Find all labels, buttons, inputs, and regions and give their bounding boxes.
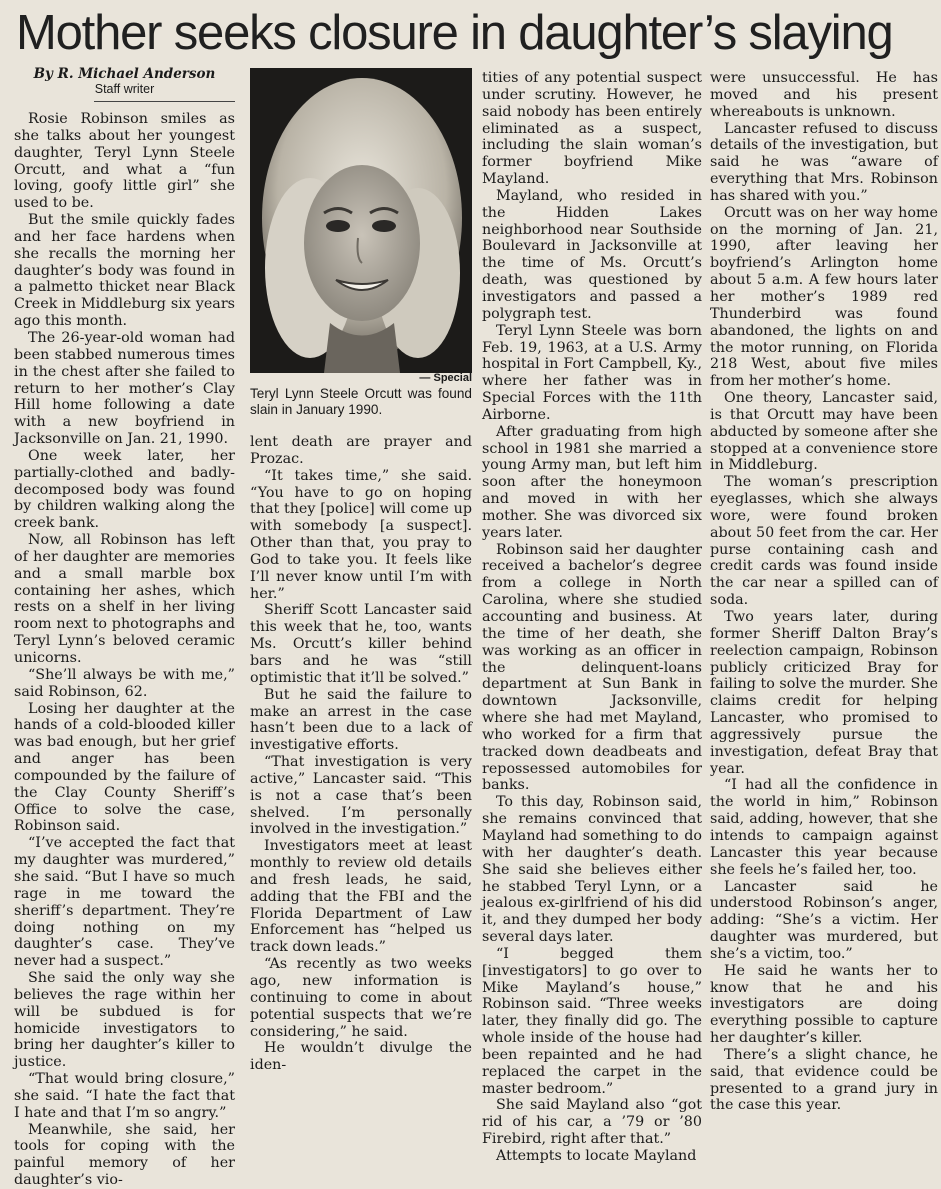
article-paragraph: “As recently as two weeks ago, new information is continuing to come in about potential suspects that we’re considering,” he said.: [250, 956, 472, 1040]
article-paragraph: One theory, Lancaster said, is that Orcutt may have been abducted by someone after she stopped at a convenience store in Middleburg.: [710, 390, 938, 474]
article-paragraph: He said he wants her to know that he and his investigators are doing everything possible to capture her daughter’s killer.: [710, 962, 938, 1047]
byline-rule: [94, 101, 235, 102]
article-paragraph: He wouldn’t divulge the iden-: [250, 1040, 472, 1074]
article-paragraph: There’s a slight chance, he said, that evidence could be presented to a grand jury in the case this year.: [710, 1046, 938, 1114]
byline-name: By R. Michael Anderson: [33, 66, 216, 82]
article-paragraph: tities of any potential suspect under scrutiny. However, he said nobody has been entirely eliminated as a suspect, including the slain woman’s former boyfriend Mike Mayland.: [482, 70, 702, 188]
article-paragraph: The 26-year-old woman had been stabbed numerous times in the chest after she failed to return to her mother’s Clay Hill home following a date with a new boyfriend in Jacksonville on Jan. 21, 1990.: [14, 329, 235, 448]
article-paragraph: Teryl Lynn Steele was born Feb. 19, 1963, at a U.S. Army hospital in Fort Campbell, Ky., where her father was in Special Forces with the 11th Airborne.: [482, 322, 702, 423]
article-paragraph: Rosie Robinson smiles as she talks about her youngest daughter, Teryl Lynn Steele Orcutt, and what a “fun loving, goofy little girl” she used to be.: [14, 111, 235, 212]
article-paragraph: To this day, Robinson said, she remains convinced that Mayland had something to do with her daughter’s death. She said she believes either he stabbed Teryl Lynn, or a jealous ex-girlfriend of his did it, and they dumped her body several days later.: [482, 794, 702, 946]
article-paragraph: “That would bring closure,” she said. “I hate the fact that I hate and that I’m so angry.”: [14, 1071, 235, 1121]
article-paragraph: She said Mayland also “got rid of his car, a ’79 or ’80 Firebird, right after that.”: [482, 1097, 702, 1148]
article-paragraph: Losing her daughter at the hands of a cold-blooded killer was bad enough, but her grief and anger has been compounded by the failure of the Clay County Sheriff’s Office to solve the case, Robinson said.: [14, 700, 235, 835]
article-column-3: [482, 70, 702, 1164]
article-paragraph: Orcutt was on her way home on the morning of Jan. 21, 1990, after leaving her boyfriend’s Arlington home about 5 a.m. A few hours later her mother’s 1989 red Thunderbird was found abandoned, the lights on and the motor running, on Florida 218 West, about five miles from her mother’s home.: [710, 204, 938, 390]
headline: Mother seeks closure in daughter’s slaying: [16, 6, 893, 60]
portrait-illustration: [250, 68, 472, 373]
article-column-4: [710, 70, 938, 1114]
article-paragraph: Robinson said her daughter received a bachelor’s degree from a college in North Carolina, where she studied accounting and business. At the time of her death, she was working as an officer in the delinquent-loans department at Sun Bank in downtown Jacksonville, where she had met Mayland, who worked for a firm that tracked down deadbeats and repossessed automobiles for banks.: [482, 541, 702, 794]
article-paragraph: were unsuccessful. He has moved and his present whereabouts is unknown.: [710, 70, 938, 120]
portrait-photo: [250, 68, 472, 373]
article-paragraph: But he said the failure to make an arrest in the case hasn’t been due to a lack of investigative efforts.: [250, 686, 472, 754]
photo-caption: Teryl Lynn Steele Orcutt was found slain in January 1990.: [250, 386, 472, 417]
byline: [14, 66, 235, 96]
article-paragraph: “It takes time,” she said. “You have to go on hoping that they [police] will come up with somebody [a suspect]. Other than that, you pray to God to take you. It feels like I’ll never know until I’m with her.”: [250, 467, 472, 602]
photo-credit: — Special: [419, 372, 472, 384]
article-paragraph: Meanwhile, she said, her tools for coping with the painful memory of her daughter’s vio-: [14, 1121, 235, 1189]
article-paragraph: Mayland, who resided in the Hidden Lakes neighborhood near Southside Boulevard in Jacksonville at the time of Ms. Orcutt’s death, was questioned by investigators and passed a polygraph test.: [482, 187, 702, 322]
article-paragraph: She said the only way she believes the rage within her will be subdued is for homicide investigators to bring her daughter’s killer to justice.: [14, 970, 235, 1071]
article-paragraph: “She’ll always be with me,” said Robinson, 62.: [14, 666, 235, 700]
article-paragraph: lent death are prayer and Prozac.: [250, 434, 472, 467]
article-paragraph: One week later, her partially-clothed and badly-decomposed body was found by children walking along the creek bank.: [14, 447, 235, 532]
article-paragraph: Attempts to locate Mayland: [496, 1148, 697, 1164]
article-paragraph: “I begged them [investigators] to go over to Mike Mayland’s house,” Robinson said. “Three weeks later, they finally did go. The whole inside of the house had been repainted and he had replaced the carpet in the master bedroom.”: [482, 945, 702, 1097]
article-paragraph: “I had all the confidence in the world in him,” Robinson said, adding, however, that she intends to campaign against Lancaster this year because she feels he’s failed her, too.: [710, 777, 938, 878]
article-paragraph: The woman’s prescription eyeglasses, which she always wore, were found broken about 50 feet from the car. Her purse containing cash and credit cards was found inside the car near a spilled can of soda.: [710, 474, 938, 609]
article-paragraph: Now, all Robinson has left of her daughter are memories and a small marble box containing her ashes, which rests on a shelf in her living room next to photographs and Teryl Lynn’s beloved ceramic unicorns.: [14, 532, 235, 666]
article-column-2: [250, 434, 472, 1074]
article-paragraph: Lancaster said he understood Robinson’s anger, adding: “She’s a victim. Her daughter was murdered, but she’s a victim, too.”: [710, 878, 938, 962]
article-paragraph: “That investigation is very active,” Lancaster said. “This is not a case that’s been shelved. I’m personally involved in the investigation.”: [250, 754, 472, 838]
article-paragraph: After graduating from high school in 1981 she married a young Army man, but left him soon after the honeymoon and moved in with her mother. She was divorced six years later.: [482, 423, 702, 541]
article-paragraph: Sheriff Scott Lancaster said this week that he, too, wants Ms. Orcutt’s killer behind bars and he was “still optimistic that it’ll be solved.”: [250, 602, 472, 686]
article-paragraph: But the smile quickly fades and her face hardens when she recalls the morning her daughter’s body was found in a palmetto thicket near Black Creek in Middleburg six years ago this month.: [14, 212, 235, 330]
article-paragraph: Investigators meet at least monthly to review old details and fresh leads, he said, adding that the FBI and the Florida Department of Law Enforcement has “helped us track down leads.”: [250, 838, 472, 956]
article-paragraph: Two years later, during former Sheriff Dalton Bray’s reelection campaign, Robinson publicly criticized Bray for failing to solve the murder. She claims credit for helping Lancaster, who promised to aggressively pursue the investigation, defeat Bray that year.: [710, 609, 938, 777]
byline-role: Staff writer: [94, 82, 155, 96]
article-paragraph: “I’ve accepted the fact that my daughter was murdered,” she said. “But I have so much rage in me toward the sheriff’s department. They’re doing nothing on my daughter’s case. They’ve never had a suspect.”: [14, 835, 235, 970]
article-paragraph: Lancaster refused to discuss details of the investigation, but said he was “aware of everything that Mrs. Robinson has shared with you.”: [710, 120, 938, 204]
article-column-1: [14, 111, 235, 1189]
